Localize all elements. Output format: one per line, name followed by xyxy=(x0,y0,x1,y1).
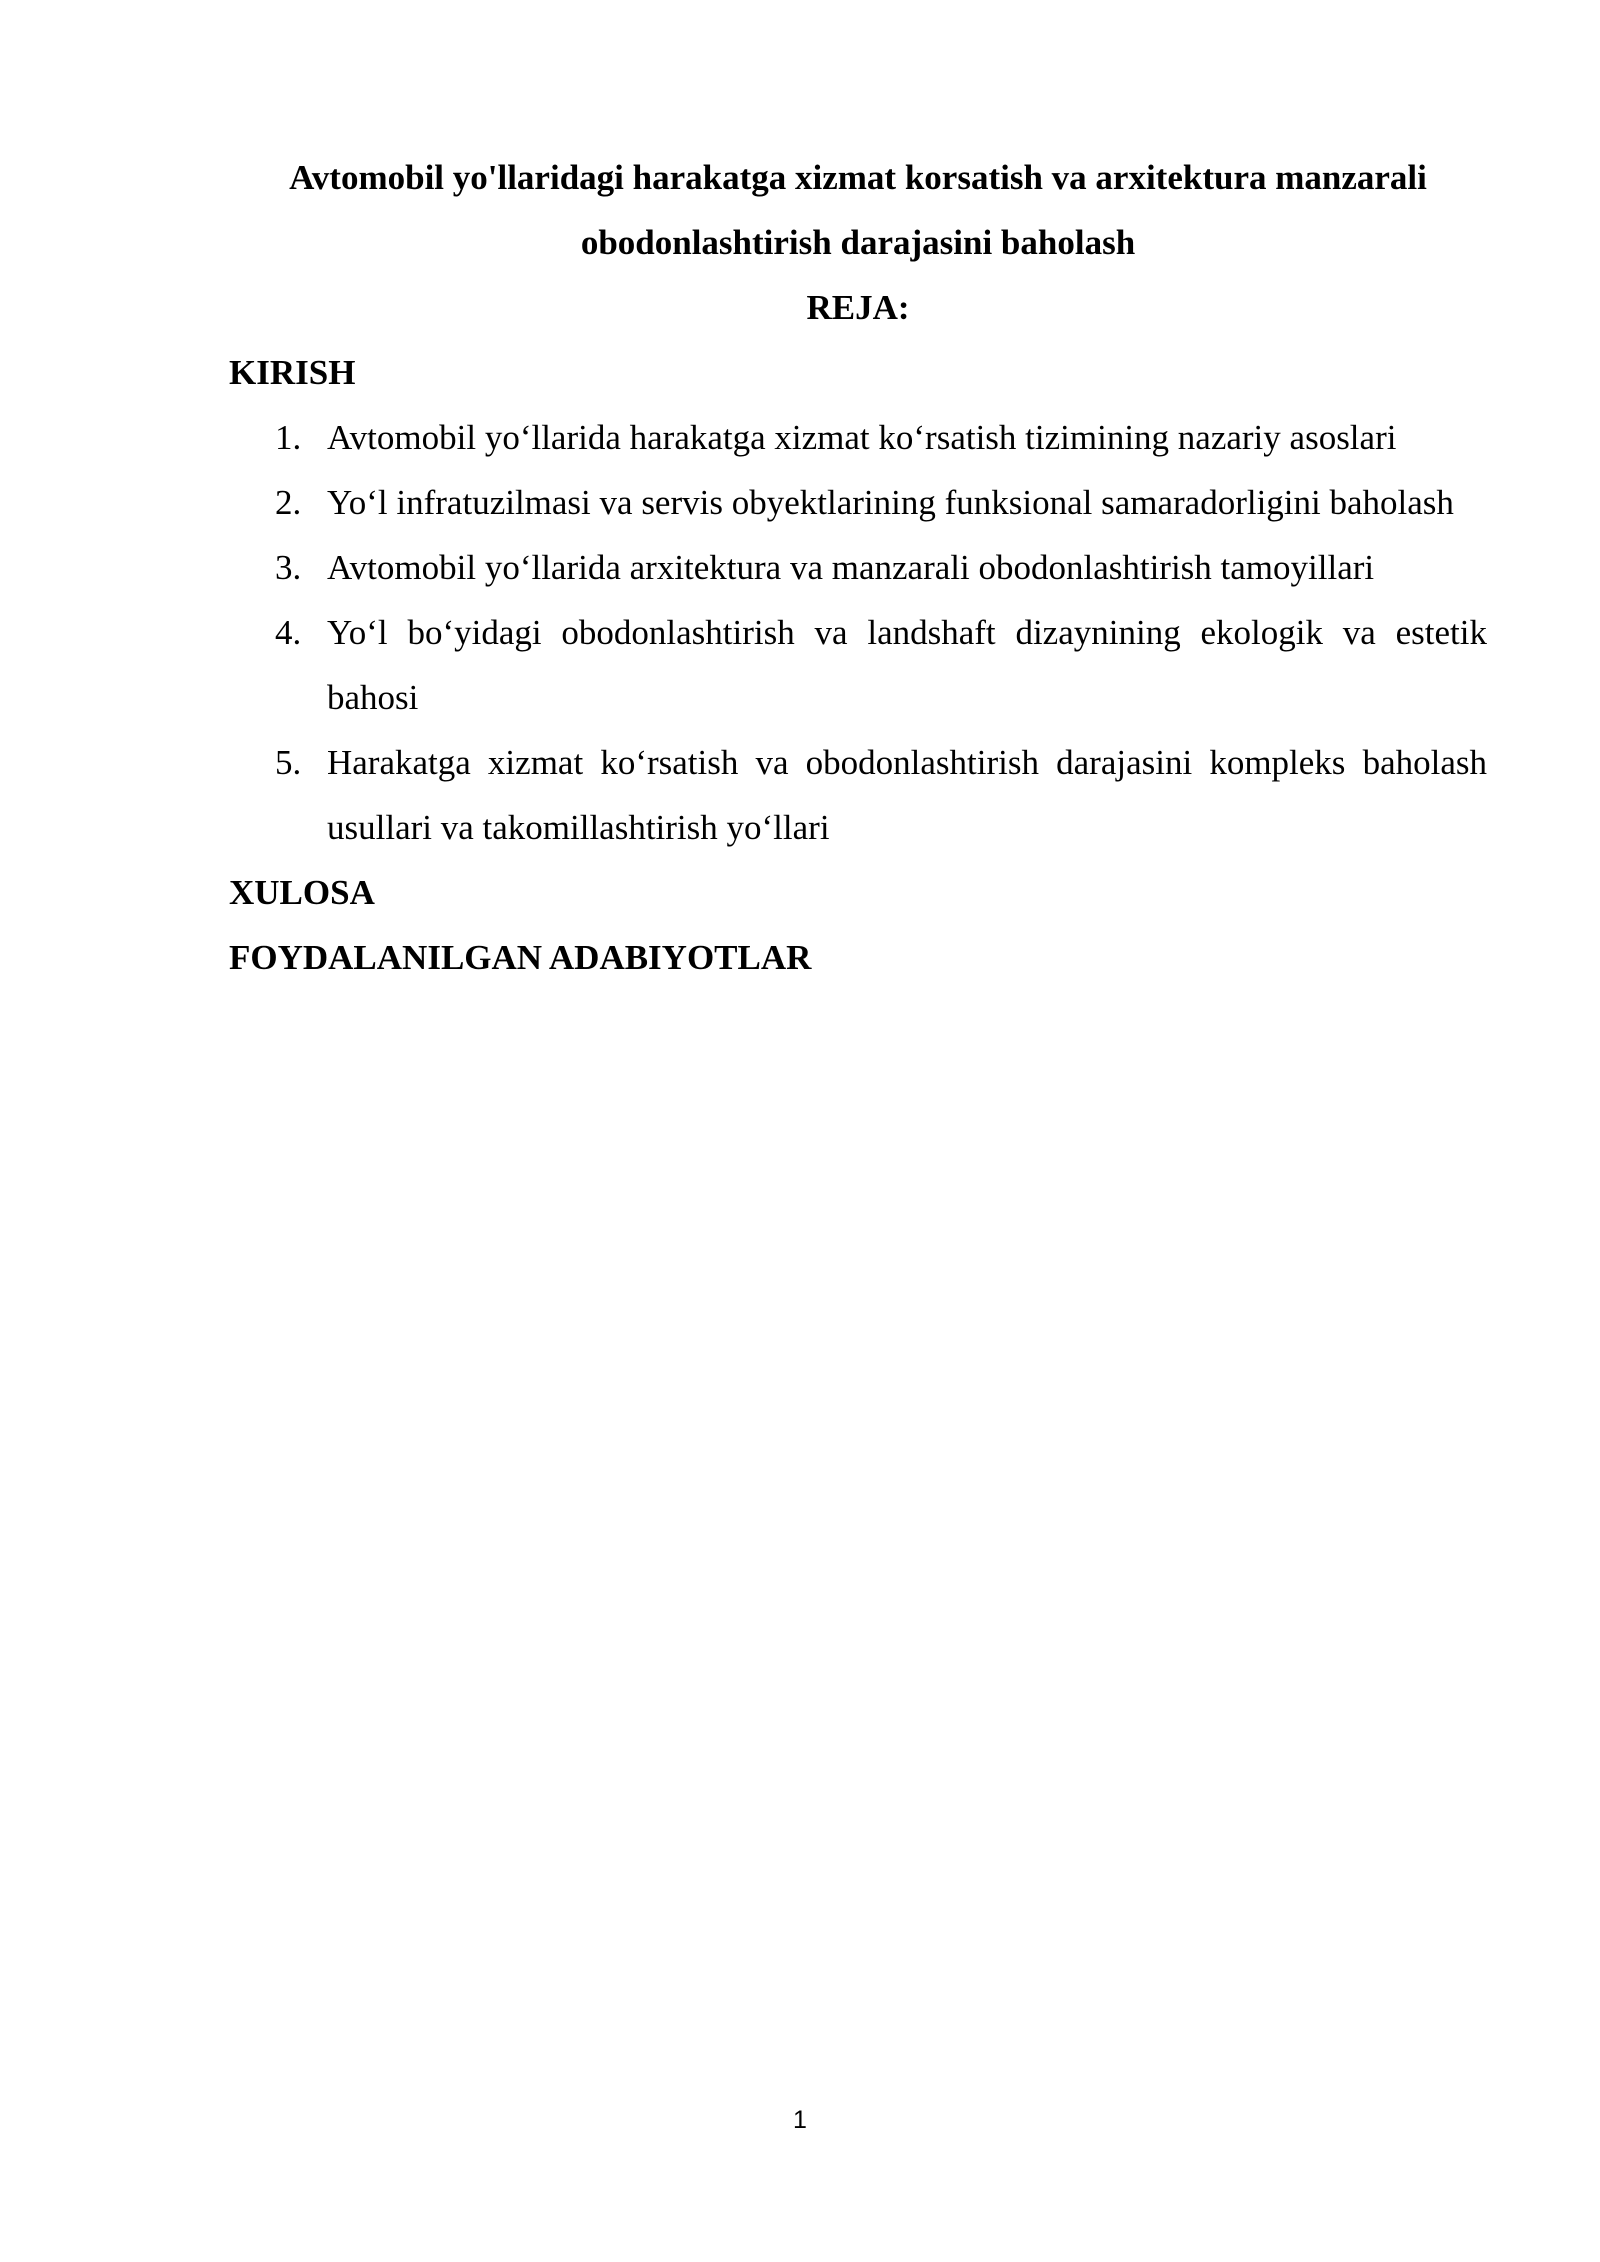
page-content xyxy=(229,145,1487,990)
references-heading: FOYDALANILGAN ADABIYOTLAR xyxy=(229,938,812,977)
plan-item xyxy=(229,470,1487,535)
conclusion-heading: XULOSA xyxy=(229,873,375,912)
document-title: Avtomobil yo'llaridagi harakatga xizmat korsatish va arxitektura manzarali obodonlashtirish darajasini baholash xyxy=(289,158,1427,262)
plan-item-text: Yo‘l infratuzilmasi va servis obyektlarining funksional samaradorligini baholash xyxy=(327,483,1454,522)
plan-item xyxy=(229,730,1487,860)
page-number: 1 xyxy=(793,2106,807,2134)
plan-item xyxy=(229,535,1487,600)
plan-item-number: 4. xyxy=(275,613,302,652)
plan-item xyxy=(229,600,1487,730)
plan-item-text: Avtomobil yo‘llarida harakatga xizmat ko‘rsatish tizimining nazariy asoslari xyxy=(327,418,1397,457)
plan-list xyxy=(229,405,1487,860)
plan-item-text: Avtomobil yo‘llarida arxitektura va manzarali obodonlashtirish tamoyillari xyxy=(327,548,1375,587)
plan-item-number: 2. xyxy=(275,483,302,522)
plan-item-number: 5. xyxy=(275,743,302,782)
plan-item-text: Yo‘l bo‘yidagi obodonlashtirish va landshaft dizaynining ekologik va estetik bahosi xyxy=(327,613,1487,717)
plan-item-number: 1. xyxy=(275,418,302,457)
plan-heading: REJA: xyxy=(806,288,910,327)
plan-item-text: Harakatga xizmat ko‘rsatish va obodonlashtirish darajasini kompleks baholash usullari va takomillashtirish yo‘llari xyxy=(327,743,1487,847)
plan-item xyxy=(229,405,1487,470)
plan-item-number: 3. xyxy=(275,548,302,587)
intro-heading: KIRISH xyxy=(229,353,356,392)
